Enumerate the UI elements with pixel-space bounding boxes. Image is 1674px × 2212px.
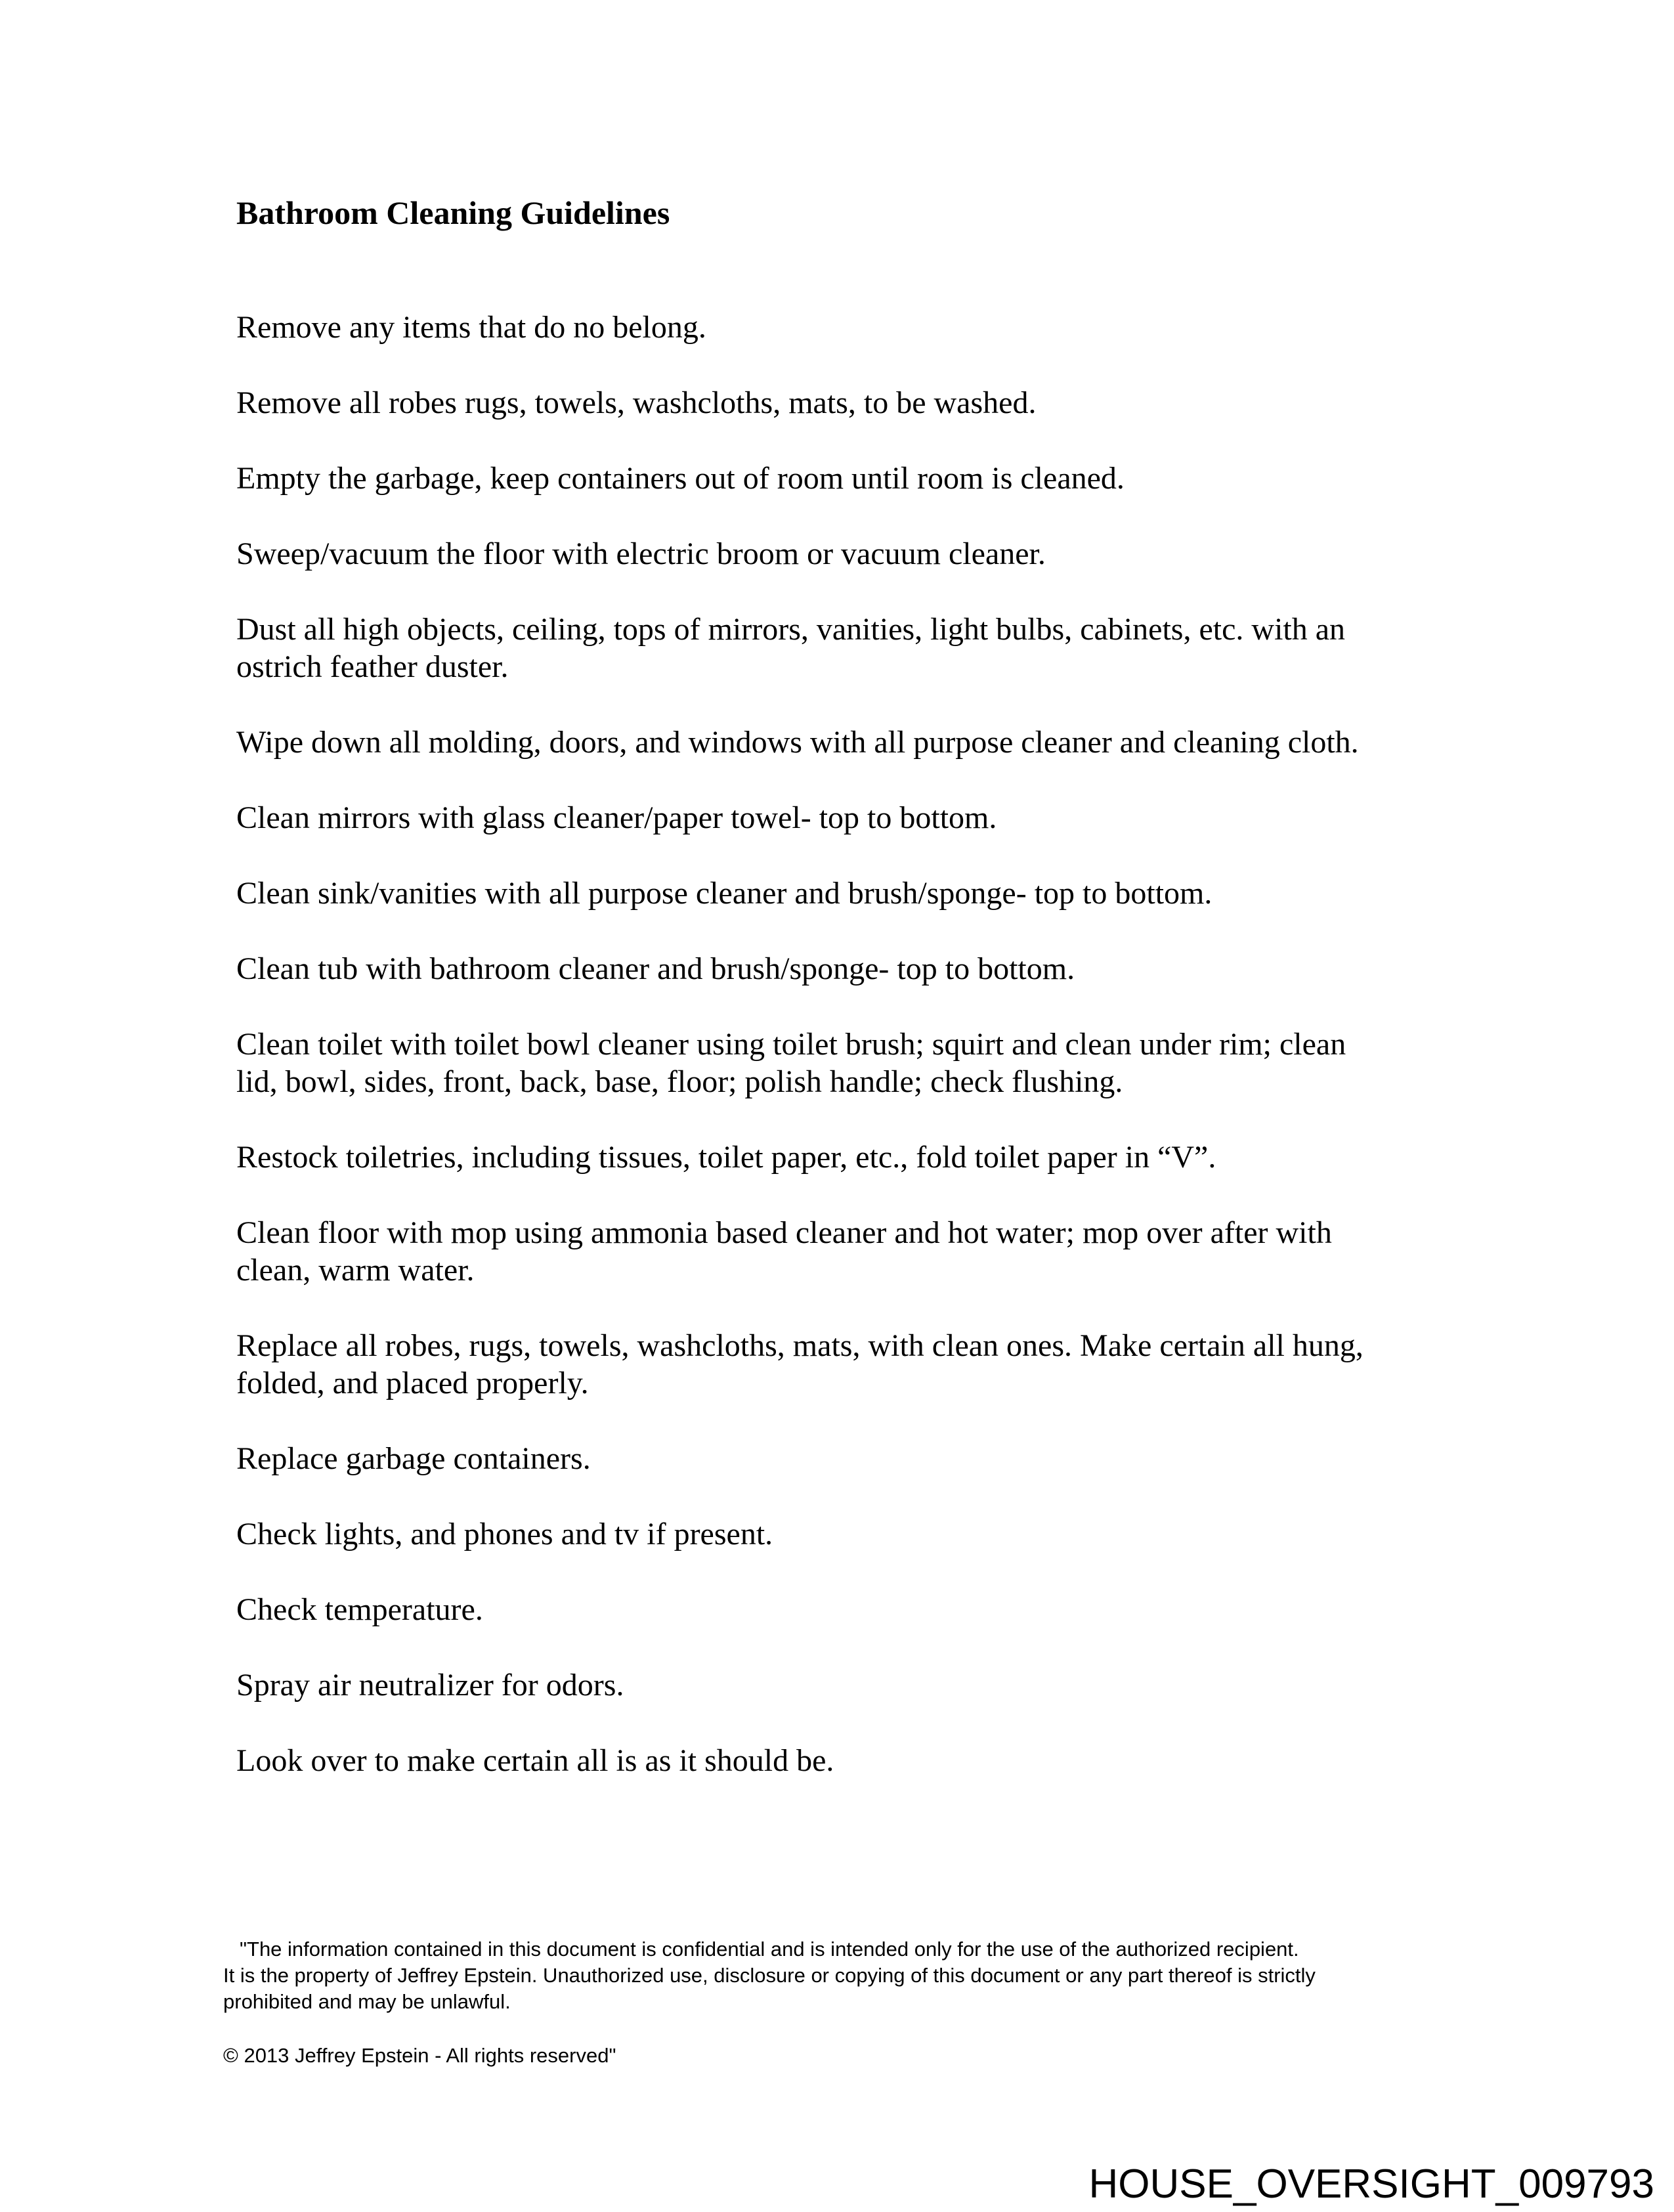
guideline-line: Replace garbage containers.: [236, 1441, 591, 1476]
guideline-line: Look over to make certain all is as it should be.: [236, 1743, 834, 1778]
guideline-line: Clean mirrors with glass cleaner/paper towel- top to bottom.: [236, 800, 997, 835]
guideline-line: Sweep/vacuum the floor with electric broom or vacuum cleaner.: [236, 536, 1046, 571]
guideline-line: lid, bowl, sides, front, back, base, floor; polish handle; check flushing.: [236, 1064, 1123, 1099]
guideline-paragraph: [236, 1742, 1641, 1779]
guideline-line: Dust all high objects, ceiling, tops of mirrors, vanities, light bulbs, cabinets, etc. with an: [236, 612, 1346, 647]
guideline-list: [236, 309, 1641, 1817]
guideline-paragraph: [236, 1327, 1641, 1402]
guideline-line: Replace all robes, rugs, towels, washcloths, mats, with clean ones. Make certain all hung,: [236, 1328, 1363, 1363]
guideline-line: Clean floor with mop using ammonia based cleaner and hot water; mop over after with: [236, 1215, 1332, 1250]
guideline-paragraph: [236, 535, 1641, 573]
guideline-line: Check lights, and phones and tv if present.: [236, 1517, 773, 1551]
document-title: Bathroom Cleaning Guidelines: [236, 194, 670, 231]
guideline-line: folded, and placed properly.: [236, 1366, 589, 1400]
guideline-line: Remove any items that do no belong.: [236, 310, 706, 345]
disclaimer-line: prohibited and may be unlawful.: [223, 1990, 511, 2013]
guideline-paragraph: [236, 950, 1641, 987]
copyright-line: © 2013 Jeffrey Epstein - All rights reserved": [223, 2044, 616, 2067]
guideline-line: Clean toilet with toilet bowl cleaner using toilet brush; squirt and clean under rim; clean: [236, 1027, 1346, 1062]
guideline-line: Empty the garbage, keep containers out of room until room is cleaned.: [236, 461, 1125, 496]
guideline-paragraph: [236, 460, 1641, 497]
guideline-line: Check temperature.: [236, 1592, 483, 1627]
guideline-paragraph: [236, 384, 1641, 422]
guideline-line: Restock toiletries, including tissues, toilet paper, etc., fold toilet paper in “V”.: [236, 1140, 1216, 1175]
guideline-line: Clean tub with bathroom cleaner and brush/sponge- top to bottom.: [236, 951, 1075, 986]
guideline-paragraph: [236, 1139, 1641, 1176]
guideline-line: ostrich feather duster.: [236, 649, 509, 684]
guideline-paragraph: [236, 1440, 1641, 1477]
disclaimer-line: It is the property of Jeffrey Epstein. Unauthorized use, disclosure or copying of this document or any part thereof is strictly: [223, 1964, 1316, 1987]
guideline-line: clean, warm water.: [236, 1253, 475, 1288]
guideline-paragraph: [236, 799, 1641, 836]
guideline-line: Clean sink/vanities with all purpose cleaner and brush/sponge- top to bottom.: [236, 876, 1213, 911]
guideline-line: Remove all robes rugs, towels, washcloths, mats, to be washed.: [236, 385, 1037, 420]
confidentiality-footer: [223, 1936, 1316, 2015]
guideline-paragraph: [236, 724, 1641, 761]
guideline-paragraph: [236, 1026, 1641, 1100]
guideline-line: Spray air neutralizer for odors.: [236, 1668, 624, 1702]
guideline-paragraph: [236, 1515, 1641, 1553]
guideline-paragraph: [236, 309, 1641, 346]
guideline-line: Wipe down all molding, doors, and windows with all purpose cleaner and cleaning cloth.: [236, 725, 1359, 760]
guideline-paragraph: [236, 1591, 1641, 1628]
bates-stamp: HOUSE_OVERSIGHT_009793: [1088, 2161, 1654, 2207]
disclaimer-line: "The information contained in this document is confidential and is intended only for the use of the authorized recipient.: [240, 1938, 1299, 1961]
guideline-paragraph: [236, 1214, 1641, 1289]
guideline-paragraph: [236, 875, 1641, 912]
guideline-paragraph: [236, 611, 1641, 685]
guideline-paragraph: [236, 1666, 1641, 1704]
